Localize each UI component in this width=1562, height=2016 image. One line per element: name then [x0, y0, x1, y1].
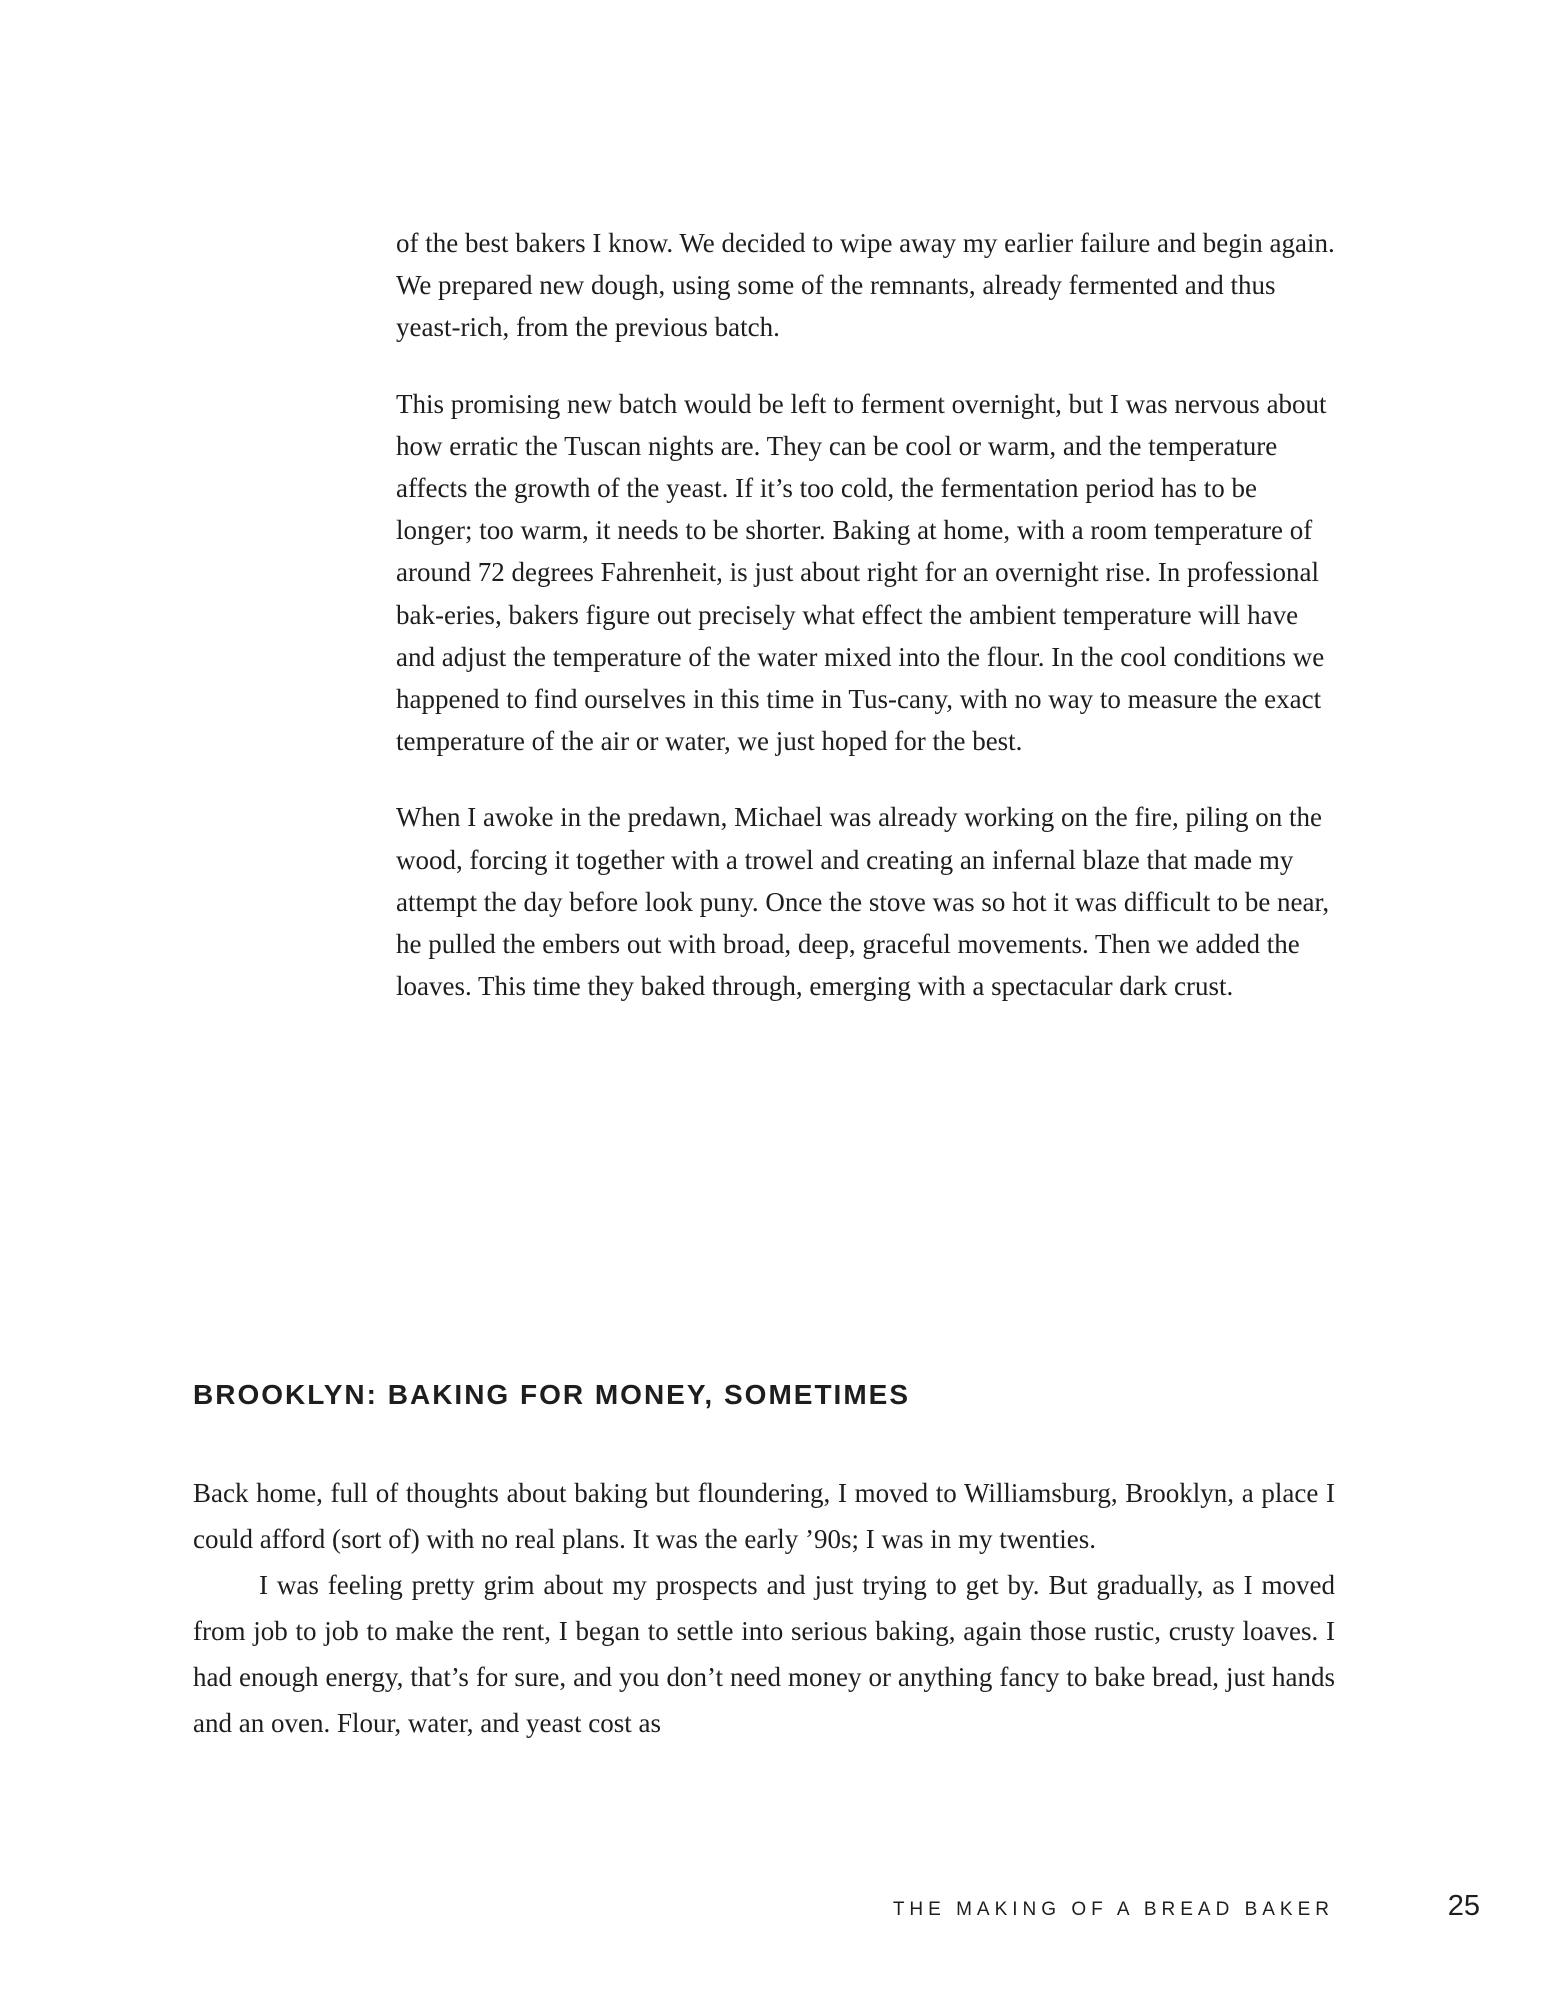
upper-text-block	[396, 222, 1336, 1041]
paragraph: When I awoke in the predawn, Michael was already working on the fire, piling on the wood, forcing it together with a trowel and creating an infernal blaze that made my attempt the day before look puny. Once the stove was so hot it was difficult to be near, he pulled the embers out with broad, deep, graceful movements. Then we added the loaves. This time they baked through, emerging with a spectacular dark crust.	[396, 802, 1330, 1002]
paragraph: of the best bakers I know. We decided to wipe away my earlier failure and begin again. We prepared new dough, using some of the remnants, already fermented and thus yeast-rich, from the previous batch.	[396, 228, 1335, 343]
running-footer-title: THE MAKING OF A BREAD BAKER	[892, 1899, 1334, 1920]
paragraph: Back home, full of thoughts about baking but floundering, I moved to Williamsburg, Brooklyn, a place I could afford (sort of) with no real plans. It was the early ’90s; I was in my twenties.	[193, 1478, 1335, 1554]
paragraph: This promising new batch would be left to ferment overnight, but I was nervous about how erratic the Tuscan nights are. They can be cool or warm, and the temperature affects the growth of the yeast. If it’s too cold, the fermentation period has to be longer; too warm, it needs to be shorter. Baking at home, with a room temperature of around 72 degrees Fahrenheit, is just about right for an overnight rise. In professional bak-eries, bakers figure out precisely what effect the ambient temperature will have and adjust the temperature of the water mixed into the flour. In the cool conditions we happened to find ourselves in this time in Tus-cany, with no way to measure the exact temperature of the air or water, we just hoped for the best.	[396, 388, 1327, 757]
paragraph: I was feeling pretty grim about my prospects and just trying to get by. But gradually, as I moved from job to job to make the rent, I began to settle into serious baking, again those rustic, crusty loaves. I had enough energy, that’s for sure, and you don’t need money or anything fancy to bake bread, just hands and an oven. Flour, water, and yeast cost as	[193, 1570, 1335, 1738]
section-heading: BROOKLYN: BAKING FOR MONEY, SOMETIMES	[193, 1379, 911, 1410]
page-number: 25	[1447, 1890, 1480, 1922]
section-body	[193, 1470, 1335, 1746]
